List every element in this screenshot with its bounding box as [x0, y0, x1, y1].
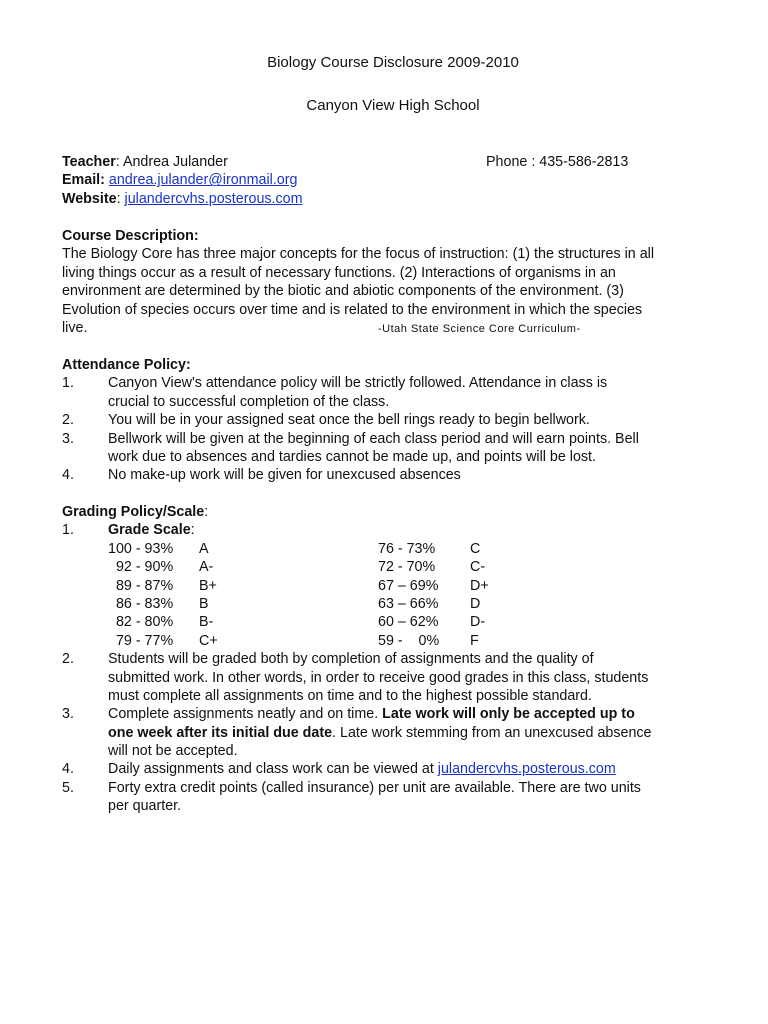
item-number: 1.	[62, 522, 74, 539]
item-line: work due to absences and tardies cannot be made up, and points will be lost.	[108, 448, 596, 465]
website-link[interactable]: julandercvhs.posterous.com	[437, 761, 616, 778]
item-text: . Late work stemming from an unexcused absence	[332, 724, 652, 741]
item-number: 2.	[62, 412, 74, 429]
grade-range: 86 - 83%	[108, 595, 174, 612]
item-line: submitted work. In other words, in order to receive good grades in this class, students	[108, 669, 649, 686]
grade-range: 76 - 73%	[378, 540, 436, 557]
citation: -Utah State Science Core Curriculum-	[378, 322, 581, 335]
course-description-section: Course Description: The Biology Core has three major concepts for the focus of instruction: (1) the structures in all living things occur as a result of necessary functions. (2) Interactions of organisms in an environment are determined by the biotic and abiotic components of the environment. (3) Evolution of species occurs over time and is related to the environment in which the species live. -Utah State Science Core Curriculum-	[62, 227, 742, 337]
list-item	[62, 430, 742, 467]
course-description-heading: Course Description	[62, 228, 194, 244]
item-text: Daily assignments and class work can be viewed at	[108, 761, 438, 778]
grade-range: 79 - 77%	[108, 632, 174, 649]
teacher-name: Andrea Julander	[122, 154, 228, 170]
grade-letter: D	[470, 595, 481, 612]
grade-scale-row	[62, 540, 742, 558]
list-item	[62, 760, 742, 778]
grade-scale-table	[62, 540, 742, 650]
item-line: No make-up work will be given for unexcused absences	[108, 467, 461, 484]
description-line: The Biology Core has three major concepts for the focus of instruction: (1) the structures in all	[62, 246, 655, 263]
item-line: per quarter.	[108, 798, 182, 815]
grade-letter: C+	[199, 632, 218, 649]
item-number: 4.	[62, 467, 74, 484]
teacher-row: Teacher: Andrea Julander Phone : 435-586-2813	[62, 154, 629, 170]
attendance-section: Attendance Policy: 1. Canyon View's attendance policy will be strictly followed. Attendance in class is crucial to successful completion of the class. 2. You will be in your assigned seat once the bell rings ready to begin bellwork. 3. Bellwork will be given at the beginning of each class period and will earn points. Bell work due to absences and tardies cannot be made up, and points will be lost. 4. No make-up work will be given for unexcused absences	[62, 356, 742, 485]
item-number: 4.	[62, 761, 74, 778]
grade-letter: A-	[199, 559, 214, 576]
grade-scale-row	[62, 595, 742, 613]
item-line: Students will be graded both by completion of assignments and the quality of	[108, 651, 594, 668]
item-number: 2.	[62, 651, 74, 668]
item-text: Complete assignments neatly and on time.	[108, 706, 383, 723]
list-item	[62, 650, 742, 705]
school-name: Canyon View High School	[306, 97, 480, 114]
grading-section: Grading Policy/Scale: 1. Grade Scale: 100 - 93% A 76 - 73% C 92 - 90% A- 72 - 70% C- 89 - 87% B+ 67 – 69% D+ 86 - 83% B 63 – 66% D 82 - 80% B- 60 – 62% D- 79 - 77% C+ 59 - 0% F 2. Students will be graded both by completion of assignments and the quality of submitted work. In other words, in order to receive good grades in this class, students must complete all assignments on time and to the highest possible standard. 3. Complete assignments neatly and on time. Late work will only be accepted up to one week after its initial due date. Late work stemming from an unexcused absence will not be accepted. 4. Daily assignments and class work can be viewed at julandercvhs.posterous.com 5. Forty extra credit points (called insurance) per unit are available. There are two units per quarter.	[62, 503, 742, 816]
phone-number: 435-586-2813	[539, 154, 629, 170]
phone-row	[486, 153, 628, 171]
grade-letter: C-	[470, 559, 486, 576]
list-item	[62, 705, 742, 760]
description-line: Evolution of species occurs over time and is related to the environment in which the species	[62, 301, 643, 318]
description-line: living things occur as a result of necessary functions. (2) Interactions of organisms in an	[62, 264, 616, 281]
grading-heading: Grading Policy/Scale	[62, 504, 205, 520]
grade-scale-row	[62, 577, 742, 595]
grade-range: 59 - 0%	[378, 632, 440, 649]
item-line: crucial to successful completion of the class.	[108, 393, 390, 410]
item-line: Forty extra credit points (called insurance) per unit are available. There are two units	[108, 779, 641, 796]
grade-range: 60 – 62%	[378, 614, 439, 631]
list-item	[62, 374, 742, 411]
website-label: Website	[62, 190, 117, 207]
grade-letter: C	[470, 540, 481, 557]
list-item	[62, 466, 742, 484]
contact-block	[62, 153, 742, 208]
grade-letter: F	[470, 632, 479, 649]
email-link[interactable]: andrea.julander@ironmail.org	[108, 172, 298, 189]
item-number: 3.	[62, 430, 74, 447]
grade-scale-label: Grade Scale	[108, 522, 191, 539]
grade-scale-item: 1. Grade Scale:	[62, 522, 195, 539]
grade-range: 63 – 66%	[378, 595, 439, 612]
website-link[interactable]: julandercvhs.posterous.com	[124, 190, 303, 207]
item-line: You will be in your assigned seat once the bell rings ready to begin bellwork.	[108, 412, 590, 429]
grade-scale-row	[62, 632, 742, 650]
grade-range: 82 - 80%	[108, 614, 174, 631]
grade-scale-row	[62, 558, 742, 576]
grade-letter: B+	[199, 577, 217, 594]
grade-range: 100 - 93%	[108, 540, 174, 557]
email-row	[62, 171, 742, 189]
late-work-emphasis: one week after its initial due date	[108, 724, 333, 741]
website-row: Website: julandercvhs.posterous.com	[62, 190, 303, 207]
item-line: must complete all assignments on time and to the highest possible standard.	[108, 687, 592, 704]
grade-range: 67 – 69%	[378, 577, 439, 594]
grade-letter: D-	[470, 614, 486, 631]
grade-letter: B-	[199, 614, 214, 631]
item-line: Bellwork will be given at the beginning of each class period and will earn points. Bell	[108, 430, 639, 447]
attendance-heading: Attendance Policy	[62, 357, 186, 373]
grade-letter: A	[199, 540, 209, 557]
grade-letter: B	[199, 595, 209, 612]
item-number: 5.	[62, 779, 74, 796]
grade-scale-row	[62, 613, 742, 631]
item-number: 3.	[62, 706, 74, 723]
teacher-label: Teacher	[62, 154, 116, 170]
description-line: environment are determined by the biotic and abiotic components of the environment. (3)	[62, 283, 624, 300]
item-number: 1.	[62, 375, 74, 392]
grade-range: 92 - 90%	[108, 559, 174, 576]
phone-label: Phone :	[486, 154, 536, 170]
late-work-emphasis: Late work will only be accepted up to	[382, 706, 635, 723]
list-item	[62, 779, 742, 816]
grade-letter: D+	[470, 577, 489, 594]
item-line: Canyon View's attendance policy will be strictly followed. Attendance in class is	[108, 375, 608, 392]
document-title: Biology Course Disclosure 2009-2010	[267, 54, 519, 71]
grade-range: 89 - 87%	[108, 577, 174, 594]
list-item	[62, 411, 742, 429]
item-line: will not be accepted.	[108, 743, 238, 760]
grade-range: 72 - 70%	[378, 559, 436, 576]
description-line: live.	[62, 319, 88, 336]
email-label: Email:	[62, 172, 105, 189]
